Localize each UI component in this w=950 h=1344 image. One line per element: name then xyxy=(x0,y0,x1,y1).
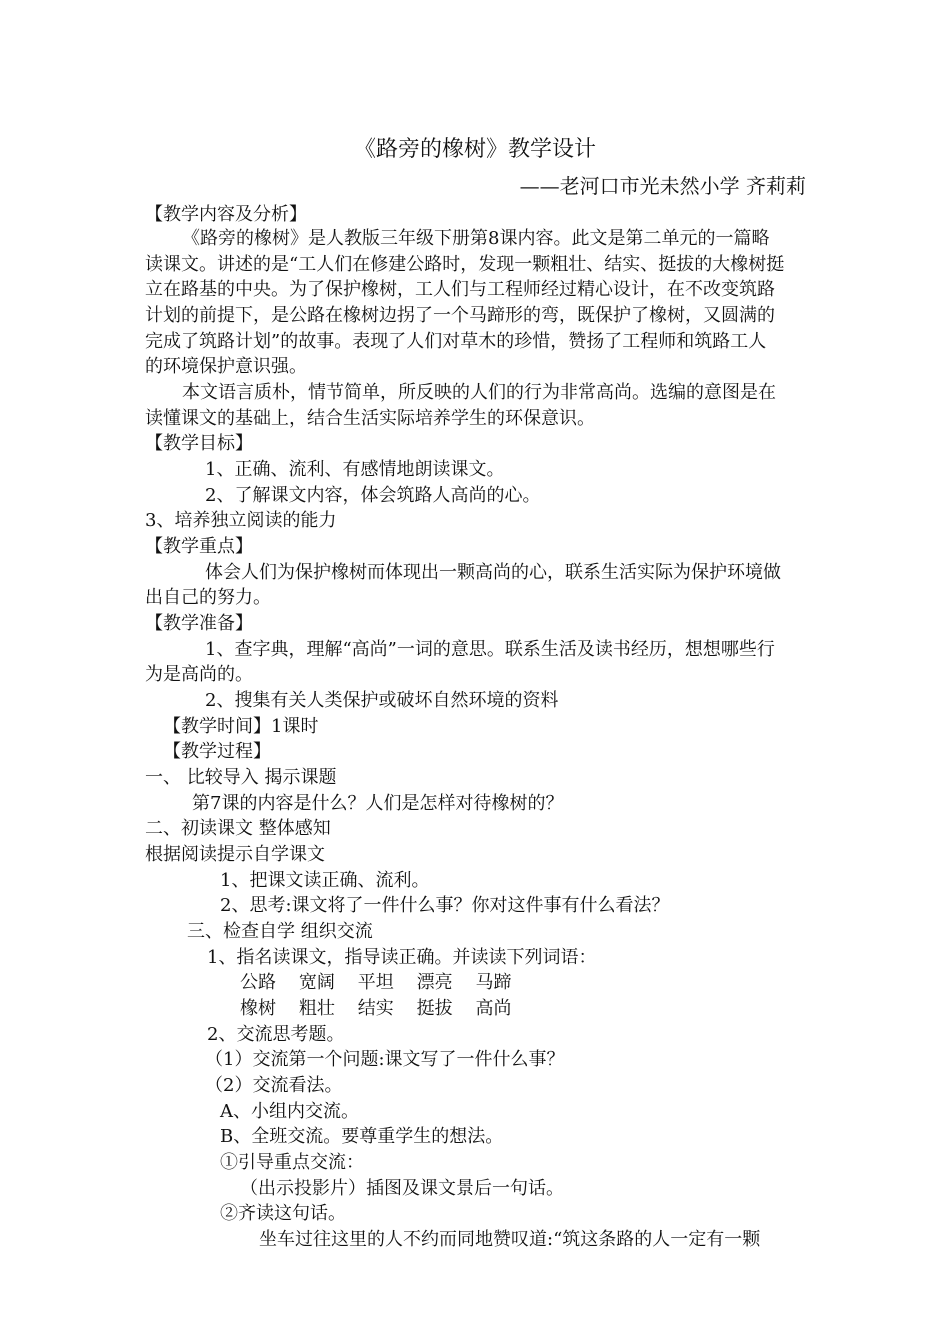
paragraph-line: 本文语言质朴，情节简单，所反映的人们的行为非常高尚。选编的意图是在 xyxy=(182,382,776,403)
paragraph-line: 体会人们为保护橡树而体现出一颗高尚的心，联系生活实际为保护环境做 xyxy=(205,562,781,583)
list-item: （出示投影片）插图及课文景后一句话。 xyxy=(240,1178,564,1199)
list-item: 2、思考:课文将了一件什么事？你对这件事有什么看法？ xyxy=(220,895,670,916)
paragraph-line: 第7课的内容是什么？人们是怎样对待橡树的？ xyxy=(192,793,564,814)
goal-item: 1、正确、流利、有感情地朗读课文。 xyxy=(205,459,505,480)
list-item: 2、交流思考题。 xyxy=(207,1024,345,1045)
paragraph-line: 读课文。讲述的是“工人们在修建公路时，发现一颗粗壮、结实、挺拔的大橡树挺 xyxy=(145,254,785,275)
step-heading: 三、检查自学 组织交流 xyxy=(187,921,373,942)
paragraph-line: 根据阅读提示自学课文 xyxy=(145,844,325,865)
author-line: ——老河口市光未然小学 齐莉莉 xyxy=(519,174,806,198)
list-item: A、小组内交流。 xyxy=(220,1101,359,1122)
paragraph-line: 《路旁的橡树》是人教版三年级下册第8课内容。此文是第二单元的一篇略 xyxy=(182,228,770,249)
paragraph-line: 坐车过往这里的人不约而同地赞叹道:“筑这条路的人一定有一颗 xyxy=(259,1229,761,1250)
step-heading: 一、 比较导入 揭示课题 xyxy=(145,767,337,788)
list-item: （2）交流看法。 xyxy=(205,1075,343,1096)
step-heading: 二、初读课文 整体感知 xyxy=(145,818,331,839)
list-item: 1、指名读课文，指导读正确。并读读下列词语： xyxy=(207,947,597,968)
list-item: （1）交流第一个问题:课文写了一件什么事？ xyxy=(205,1049,565,1070)
section-heading-process: 【教学过程】 xyxy=(163,741,271,762)
goal-item: 3、培养独立阅读的能力 xyxy=(145,510,337,531)
paragraph-line: 完成了筑路计划”的故事。表现了人们对草木的珍惜，赞扬了工程师和筑路工人 xyxy=(145,331,767,352)
goal-item: 2、了解课文内容，体会筑路人高尚的心。 xyxy=(205,485,541,506)
paragraph-line: 为是高尚的。 xyxy=(145,664,253,685)
paragraph-line: 1、查字典，理解“高尚”一词的意思。联系生活及读书经历，想想哪些行 xyxy=(205,639,775,660)
paragraph-line: 的环境保护意识强。 xyxy=(145,356,307,377)
section-heading-time: 【教学时间】1课时 xyxy=(163,716,319,737)
paragraph-line: 计划的前提下，是公路在橡树边拐了一个马蹄形的弯，既保护了橡树，又圆满的 xyxy=(145,305,775,326)
list-item: ②齐读这句话。 xyxy=(220,1203,346,1224)
list-item: ①引导重点交流： xyxy=(220,1152,364,1173)
section-heading-preparation: 【教学准备】 xyxy=(145,613,253,634)
paragraph-line: 读懂课文的基础上，结合生活实际培养学生的环保意识。 xyxy=(145,408,595,429)
document-title: 《路旁的橡树》教学设计 xyxy=(353,137,596,162)
word-list: 公路 宽阔 平坦 漂亮 马蹄 xyxy=(240,972,512,993)
paragraph-line: 立在路基的中央。为了保护橡树，工人们与工程师经过精心设计，在不改变筑路 xyxy=(145,279,775,300)
section-heading-content: 【教学内容及分析】 xyxy=(145,204,307,225)
list-item: B、全班交流。要尊重学生的想法。 xyxy=(220,1126,504,1147)
paragraph-line: 2、搜集有关人类保护或破坏自然环境的资料 xyxy=(205,690,559,711)
word-list: 橡树 粗壮 结实 挺拔 高尚 xyxy=(240,998,512,1019)
section-heading-focus: 【教学重点】 xyxy=(145,536,253,557)
list-item: 1、把课文读正确、流利。 xyxy=(220,870,430,891)
paragraph-line: 出自己的努力。 xyxy=(145,587,271,608)
section-heading-goals: 【教学目标】 xyxy=(145,433,253,454)
